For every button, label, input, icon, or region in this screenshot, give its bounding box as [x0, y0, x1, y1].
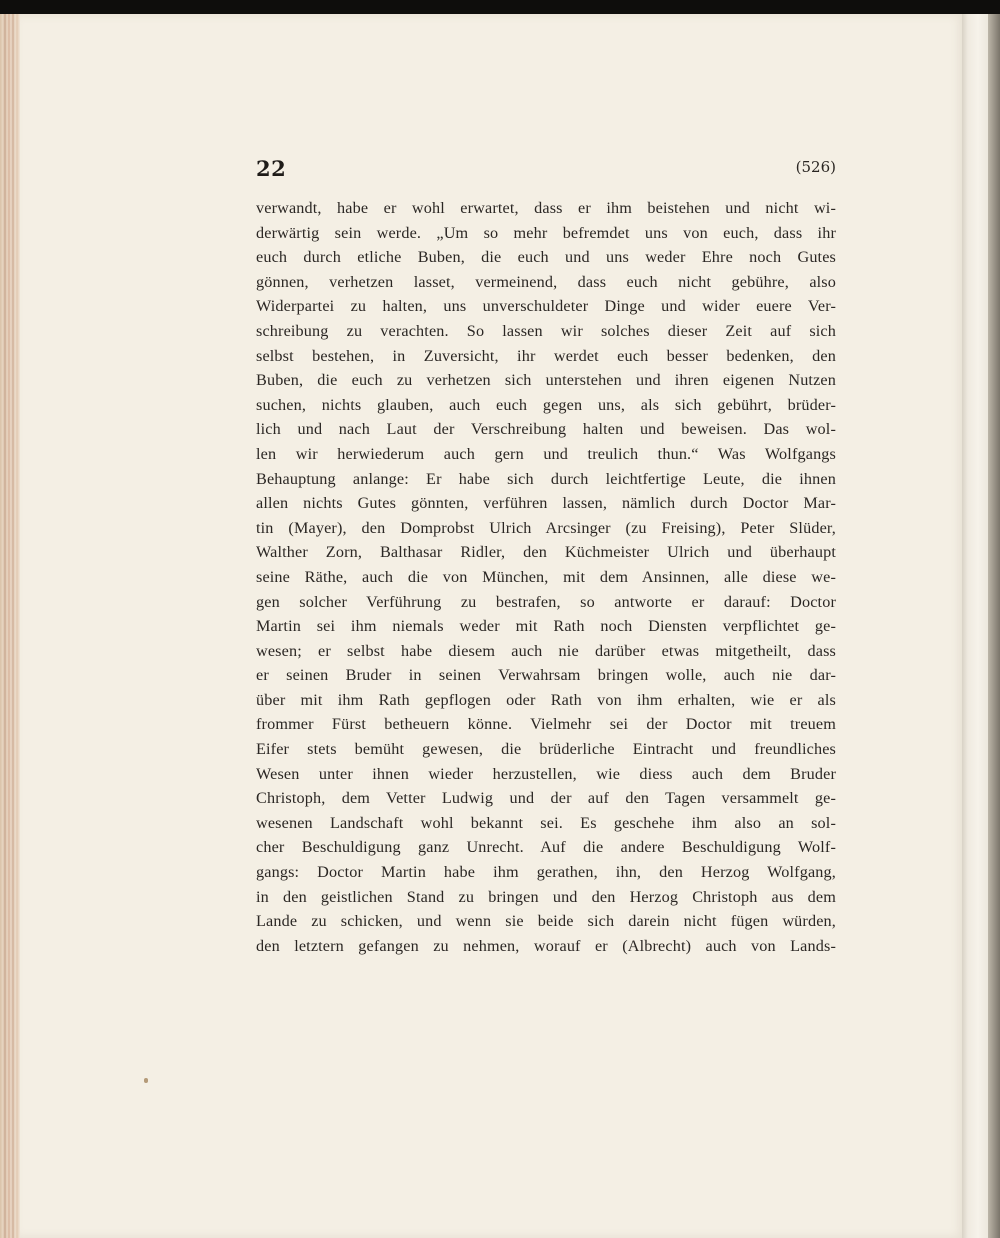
- text-line: Martin sei ihm niemals weder mit Rath noch Diensten verpflichtet ge-: [256, 617, 836, 636]
- text-line: allen nichts Gutes gönnten, verführen lassen, nämlich durch Doctor Mar-: [256, 494, 836, 513]
- text-line: gönnen, verhetzen lasset, vermeinend, dass euch nicht gebühre, also: [256, 272, 836, 291]
- text-line: Widerpartei zu halten, uns unverschuldeter Dinge und wider euere Ver-: [256, 297, 836, 316]
- text-line: Walther Zorn, Balthasar Ridler, den Küchmeister Ulrich und überhaupt: [256, 543, 836, 562]
- text-line: cher Beschuldigung ganz Unrecht. Auf die andere Beschuldigung Wolf-: [256, 838, 836, 857]
- text-line: den letztern gefangen zu nehmen, worauf er (Albrecht) auch von Lands-: [256, 936, 836, 955]
- body-text: [256, 196, 836, 958]
- text-line: euch durch etliche Buben, die euch und uns weder Ehre noch Gutes: [256, 248, 836, 267]
- page-reference: (526): [795, 158, 836, 176]
- text-line: schreibung zu verachten. So lassen wir solches dieser Zeit auf sich: [256, 321, 836, 340]
- text-line: Lande zu schicken, und wenn sie beide sich darein nicht fügen würden,: [256, 912, 836, 931]
- text-line: lich und nach Laut der Verschreibung halten und beweisen. Das wol-: [256, 420, 836, 439]
- text-line: suchen, nichts glauben, auch euch gegen uns, als sich gebührt, brüder-: [256, 395, 836, 414]
- text-line: Christoph, dem Vetter Ludwig und der auf den Tagen versammelt ge-: [256, 789, 836, 808]
- text-line: derwärtig sein werde. „Um so mehr befremdet uns von euch, dass ihr: [256, 223, 836, 242]
- text-line: er seinen Bruder in seinen Verwahrsam bringen wolle, auch nie dar-: [256, 666, 836, 685]
- page-number: 22: [256, 156, 287, 181]
- text-line: in den geistlichen Stand zu bringen und den Herzog Christoph aus dem: [256, 887, 836, 906]
- text-line: Wesen unter ihnen wieder herzustellen, wie diess auch dem Bruder: [256, 764, 836, 783]
- text-line: wesenen Landschaft wohl bekannt sei. Es geschehe ihm also an sol-: [256, 813, 836, 832]
- text-line: selbst bestehen, in Zuversicht, ihr werdet euch besser bedenken, den: [256, 346, 836, 365]
- text-line: len wir herwiederum auch gern und treulich thun.“ Was Wolfgangs: [256, 444, 836, 463]
- text-line: wesen; er selbst habe diesem auch nie darüber etwas mitgetheilt, dass: [256, 641, 836, 660]
- text-line: Behauptung anlange: Er habe sich durch leichtfertige Leute, die ihnen: [256, 469, 836, 488]
- text-line: frommer Fürst betheuern könne. Vielmehr sei der Doctor mit treuem: [256, 715, 836, 734]
- text-line: verwandt, habe er wohl erwartet, dass er ihm beistehen und nicht wi-: [256, 199, 836, 217]
- right-binding-shadow: [988, 14, 1000, 1238]
- scan-frame-top: [0, 0, 1000, 14]
- text-line: Eifer stets bemüht gewesen, die brüderliche Eintracht und freundliches: [256, 740, 836, 759]
- text-line: Buben, die euch zu verhetzen sich unterstehen und ihren eigenen Nutzen: [256, 371, 836, 390]
- paper-speck: [144, 1078, 148, 1083]
- text-line: tin (Mayer), den Domprobst Ulrich Arcsinger (zu Freising), Peter Slüder,: [256, 518, 836, 537]
- text-line: gen solcher Verführung zu bestrafen, so antworte er darauf: Doctor: [256, 592, 836, 611]
- page-header: [256, 156, 836, 182]
- text-line: gangs: Doctor Martin habe ihm gerathen, ihn, den Herzog Wolfgang,: [256, 863, 836, 882]
- left-page-edges: [0, 14, 22, 1238]
- text-line: über mit ihm Rath gepflogen oder Rath von ihm erhalten, wie er als: [256, 690, 836, 709]
- text-line: seine Räthe, auch die von München, mit dem Ansinnen, alle diese we-: [256, 567, 836, 586]
